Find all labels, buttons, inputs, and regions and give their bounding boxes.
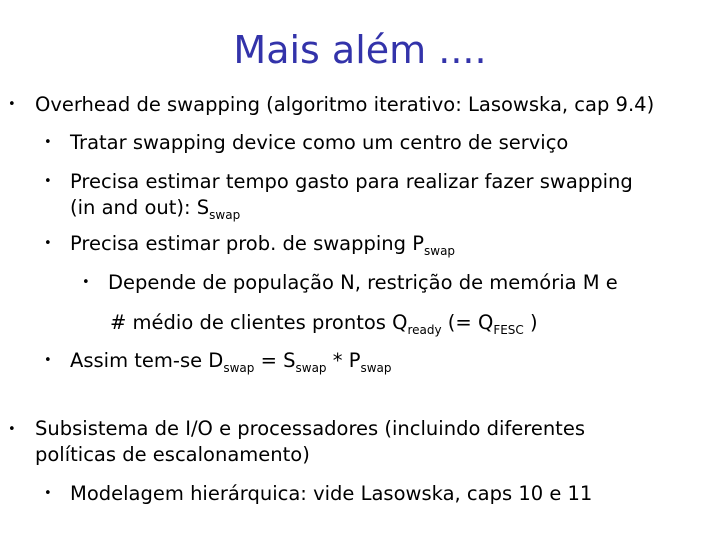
slide-title: Mais além .... bbox=[233, 28, 487, 72]
text-medio: # médio de clientes prontos Q bbox=[110, 311, 408, 334]
bullet-dot: • bbox=[44, 135, 52, 150]
bullet-depende: Depende de população N, restrição de memória M e bbox=[108, 271, 618, 294]
subscript-fesc: FESC bbox=[493, 323, 524, 337]
bullet-precisa-tempo-line2 bbox=[70, 195, 240, 223]
subscript-swap: swap bbox=[295, 361, 327, 375]
text-prob: Precisa estimar prob. de swapping P bbox=[70, 232, 424, 255]
subscript-ready: ready bbox=[407, 323, 442, 337]
bullet-dot: • bbox=[8, 422, 16, 437]
text-close-paren: ) bbox=[523, 311, 538, 334]
bullet-dot: • bbox=[44, 174, 52, 189]
bullet-dot: • bbox=[8, 97, 16, 112]
subscript-swap: swap bbox=[424, 244, 456, 258]
bullet-overhead: Overhead de swapping (algoritmo iterativo: Lasowska, cap 9.4) bbox=[35, 93, 655, 116]
text-assim-s: = S bbox=[254, 349, 296, 372]
bullet-subsistema-line1: Subsistema de I/O e processadores (incluindo diferentes bbox=[35, 417, 585, 440]
bullet-subsistema-line2: políticas de escalonamento) bbox=[35, 443, 310, 466]
text-in-out: (in and out): S bbox=[70, 196, 210, 219]
bullet-dot: • bbox=[44, 236, 52, 251]
text-eq-q: (= Q bbox=[441, 311, 494, 334]
bullet-precisa-prob bbox=[70, 231, 455, 259]
bullet-tratar: Tratar swapping device como um centro de serviço bbox=[70, 131, 569, 154]
bullet-modelagem: Modelagem hierárquica: vide Lasowska, caps 10 e 11 bbox=[70, 482, 593, 505]
subscript-swap: swap bbox=[209, 208, 241, 222]
subscript-swap: swap bbox=[223, 361, 255, 375]
text-assim-p: * P bbox=[326, 349, 361, 372]
bullet-precisa-tempo-line1: Precisa estimar tempo gasto para realizar fazer swapping bbox=[70, 170, 633, 193]
bullet-medio bbox=[110, 310, 538, 338]
bullet-dot: • bbox=[44, 486, 52, 501]
bullet-assim bbox=[70, 348, 392, 376]
subscript-swap: swap bbox=[360, 361, 392, 375]
bullet-dot: • bbox=[82, 275, 90, 290]
text-assim-d: Assim tem-se D bbox=[70, 349, 224, 372]
bullet-dot: • bbox=[44, 353, 52, 368]
